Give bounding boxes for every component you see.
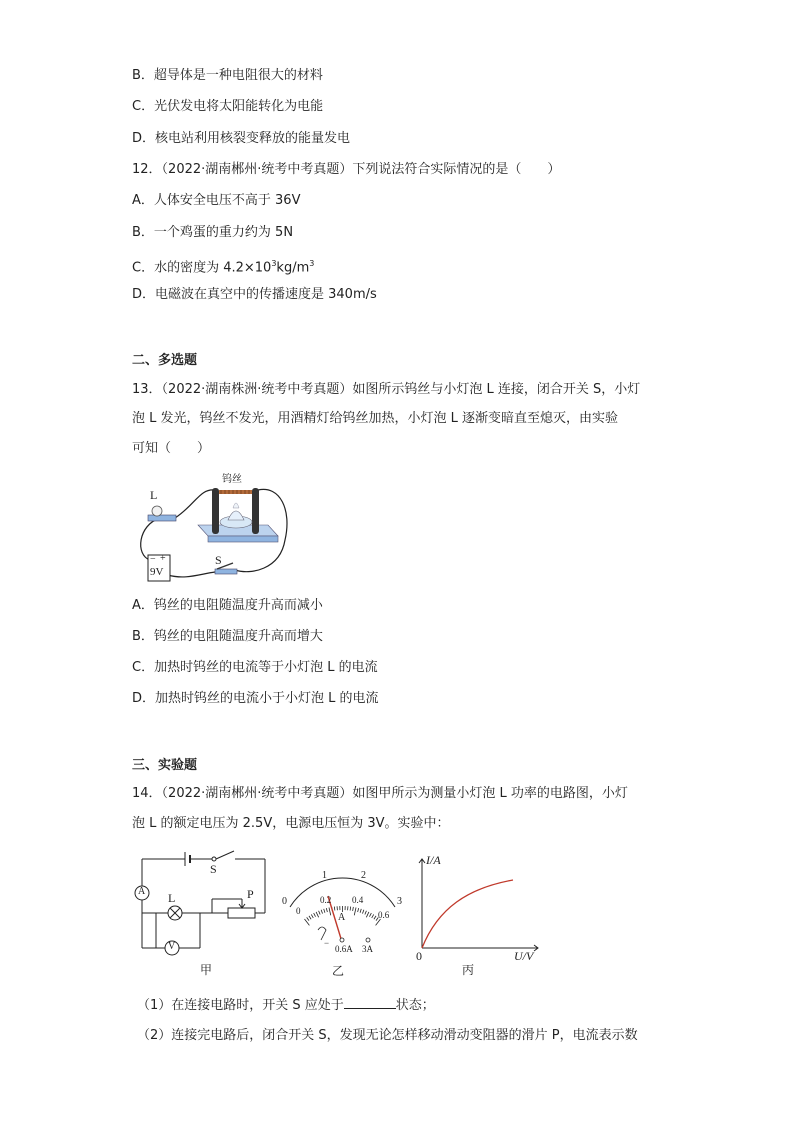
q13-option-b: B．钨丝的电阻随温度升高而增大 — [132, 629, 323, 644]
x-axis-label: U/V — [514, 949, 534, 963]
dial-tick — [334, 907, 335, 911]
dial-tick — [307, 917, 309, 920]
scale-bottom-0-6: 0.6 — [378, 910, 390, 920]
scale-top-0: 0 — [282, 896, 287, 907]
scale-bottom-0-2: 0.2 — [320, 895, 332, 905]
iu-curve — [422, 880, 513, 948]
q12-option-c-exponent: 3 — [271, 259, 277, 268]
q12-option-c-unit-exponent: 3 — [309, 259, 315, 268]
dial-tick — [354, 907, 356, 915]
dial-tick — [329, 907, 331, 915]
dial-tick — [360, 909, 361, 913]
dial-unit: A — [338, 912, 346, 923]
switch-label: S — [210, 862, 217, 876]
scale-top-3: 3 — [397, 896, 402, 907]
q12-option-c-prefix: C．水的密度为 4.2×10 — [132, 260, 272, 276]
scale-bottom-0: 0 — [296, 906, 301, 916]
tungsten-wire — [219, 490, 252, 494]
q13-stem-line1: 13．（2022·湖南株洲·统考中考真题）如图所示钨丝与小灯泡 L 连接，闭合开关 S，小灯 — [132, 382, 641, 397]
dial-tick — [326, 908, 327, 912]
dial-tick — [314, 913, 316, 917]
lamp-bulb-icon — [152, 506, 162, 516]
q13-option-c: C．加热时钨丝的电流等于小灯泡 L 的电流 — [132, 660, 378, 675]
caption-bing: 丙 — [462, 963, 475, 977]
terminal-3A-label: 3A — [362, 944, 373, 954]
q13-option-a: A．钨丝的电阻随温度升高而减小 — [132, 598, 323, 613]
label-tungsten: 钨丝 — [222, 474, 242, 485]
q12-option-c-unit: kg/m — [276, 260, 310, 276]
q12-option-a: A．人体安全电压不高于 36V — [132, 193, 301, 208]
caption-jia: 甲 — [200, 963, 213, 977]
right-post — [252, 488, 259, 534]
lamp-label: L — [168, 891, 176, 905]
q13-stem-line2: 泡 L 发光，钨丝不发光，用酒精灯给钨丝加热，小灯泡 L 逐渐变暗直至熄灭，由实验 — [132, 411, 619, 426]
slider-label: P — [247, 887, 254, 901]
label-lamp: L — [150, 488, 158, 502]
caption-yi: 乙 — [332, 964, 345, 978]
q12-option-c — [132, 255, 314, 277]
q11-option-b: B．超导体是一种电阻很大的材料 — [132, 68, 323, 83]
q13-circuit-figure — [130, 470, 295, 585]
q14-sub1 — [137, 996, 435, 1015]
ammeter-label: A — [138, 886, 146, 897]
terminal-3A — [366, 938, 370, 942]
dial-tick — [362, 910, 363, 914]
switch-base — [215, 569, 237, 574]
q13-option-d: D．加热时钨丝的电流小于小灯泡 L 的电流 — [132, 691, 379, 706]
dial-tick — [369, 913, 371, 917]
section-title-experiment: 三、实验题 — [132, 758, 198, 773]
dial-tick — [374, 916, 376, 919]
q14-stem-line1: 14．（2022·湖南郴州·统考中考真题）如图甲所示为测量小灯泡 L 功率的电路图，小灯 — [132, 786, 628, 801]
terminal-0-6A — [340, 938, 344, 942]
dial-tick — [319, 911, 321, 915]
q11-option-d: D．核电站利用核裂变释放的能量发电 — [132, 131, 351, 146]
dial-tick — [324, 909, 325, 913]
q12-option-d: D．电磁波在真空中的传播速度是 340m/s — [132, 287, 377, 302]
q14-sub1-blank[interactable] — [344, 996, 396, 1009]
dial-tick — [353, 907, 354, 911]
label-battery-plus: + — [160, 553, 166, 564]
label-switch: S — [215, 553, 222, 567]
dial-tick — [350, 907, 351, 911]
dial-tick — [372, 914, 374, 917]
terminal-minus-label: − — [324, 938, 330, 948]
scale-top-1: 1 — [322, 870, 327, 881]
dial-tick — [365, 911, 367, 915]
left-post — [212, 488, 219, 534]
iu-graph-drawing — [408, 853, 543, 963]
origin-label: 0 — [416, 949, 422, 963]
q14-sub1-prefix: （1）在连接电路时，开关 S 应处于 — [137, 998, 344, 1013]
section-title-multiple-choice: 二、多选题 — [132, 353, 198, 368]
y-axis-label: I/A — [426, 853, 441, 867]
dial-tick — [321, 910, 322, 914]
label-battery-minus: − — [150, 554, 156, 565]
dial-tick — [311, 914, 313, 917]
label-battery-voltage: 9V — [150, 566, 164, 578]
voltmeter-label: V — [168, 941, 176, 952]
q12-stem: 12．（2022·湖南郴州·统考中考真题）下列说法符合实际情况的是（ ） — [132, 162, 561, 177]
q13-stem-line3: 可知（ ） — [132, 441, 211, 456]
terminal-0-6A-label: 0.6A — [335, 944, 353, 954]
q14-stem-line2: 泡 L 的额定电压为 2.5V，电源电压恒为 3V。实验中： — [132, 816, 450, 831]
dial-tick — [316, 912, 319, 917]
q14-circuit-diagram-jia — [130, 847, 270, 977]
dial-tick — [358, 908, 359, 912]
dial-tick — [309, 916, 311, 919]
dial-tick — [366, 912, 369, 917]
q14-sub1-suffix: 状态； — [395, 998, 435, 1013]
lamp-base — [148, 515, 176, 521]
q14-iu-graph-bing — [408, 853, 543, 978]
q14-ammeter-dial-yi — [280, 862, 405, 977]
jia-circuit-drawing — [130, 847, 270, 977]
q14-sub2: （2）连接完电路后，闭合开关 S，发现无论怎样移动滑动变阻器的滑片 P，电流表示数 — [137, 1028, 638, 1043]
q11-option-c: C．光伏发电将太阳能转化为电能 — [132, 99, 324, 114]
q12-option-b: B．一个鸡蛋的重力约为 5N — [132, 225, 294, 240]
scale-bottom-0-4: 0.4 — [352, 895, 364, 905]
scale-top-2: 2 — [361, 870, 366, 881]
